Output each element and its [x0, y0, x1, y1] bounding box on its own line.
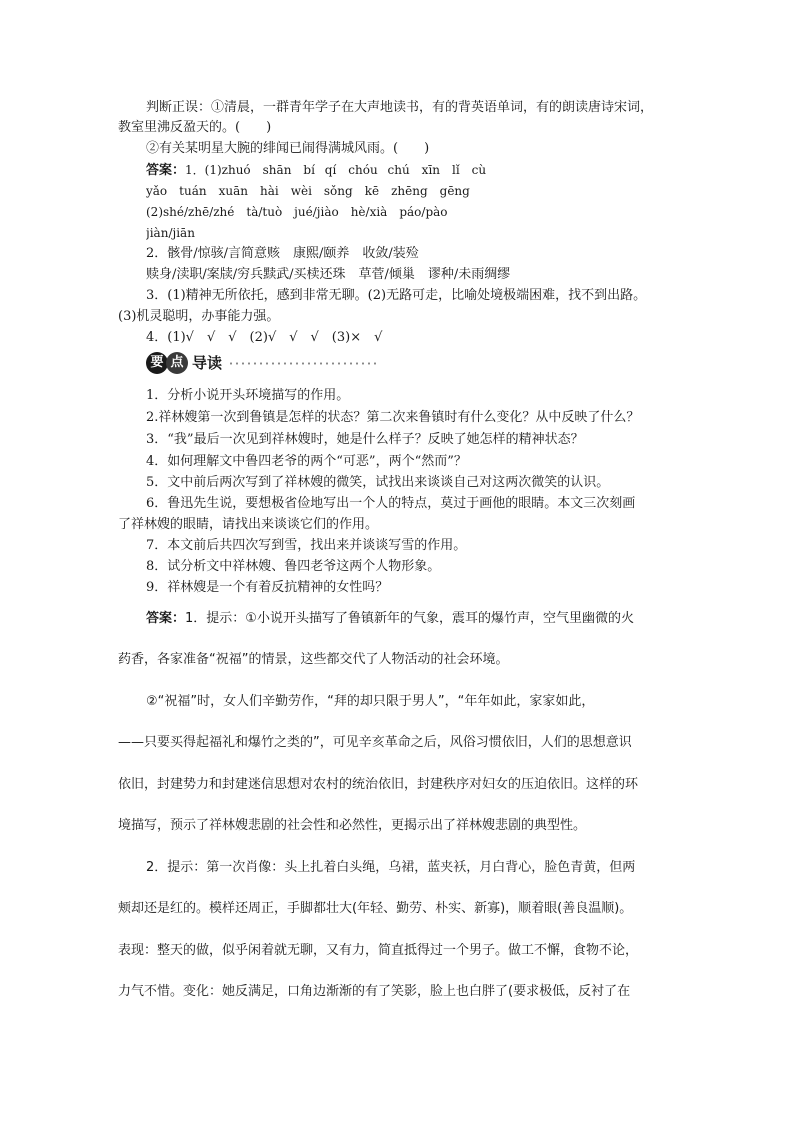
section-banner-key-points [146, 352, 386, 376]
question-item: 3．“我”最后一次见到祥林嫂时，她是什么样子？反映了她怎样的精神状态？ [146, 432, 584, 447]
question-item: 1．分析小说开头环境描写的作用。 [146, 388, 350, 403]
answer-line: 药香，各家准备“祝福”的情景，这些都交代了人物活动的社会环境。 [118, 652, 509, 667]
answer-paragraph-1-line-1: 答案：1．提示：①小说开头描写了鲁镇新年的气象，震耳的爆竹声，空气里幽微的火 [146, 611, 634, 626]
answer-label: 答案： [146, 611, 186, 626]
answer-2-line-2: 赎身/渎职/案牍/穷兵黩武/买椟还珠 草菅/倾巢 谬种/未雨绸缪 [146, 267, 511, 282]
judge-question-2: ②有关某明星大腕的绯闻已闹得满城风雨。( ) [146, 141, 430, 156]
answer-4-line: 4．(1)√ √ √ (2)√ √ √ (3)× √ [146, 330, 383, 345]
answer-line: 2．提示：第一次肖像：头上扎着白头绳，乌裙，蓝夹袄，月白背心，脸色青黄，但两 [146, 860, 636, 875]
answer-line: 境描写，预示了祥林嫂悲剧的社会性和必然性，更揭示出了祥林嫂悲剧的典型性。 [118, 818, 587, 833]
answer-3-line-1: 3．(1)精神无所依托，感到非常无聊。(2)无路可走，比喻处境极端困难，找不到出路。 [146, 288, 647, 303]
section-dots-divider [228, 362, 378, 365]
section-badge-1: 要 [146, 352, 168, 374]
answer-line: ——只要买得起福礼和爆竹之类的”，可见辛亥革命之后，风俗习惯依旧，人们的思想意识 [118, 735, 632, 750]
answer-1-line-1: 答案：1．(1)zhuó shān bí qí chóu chú xīn lǐ cù [146, 163, 487, 178]
answer-line: 颊却还是红的。模样还周正，手脚都壮大(年轻、勤劳、朴实、新寡)，顺着眼(善良温顺)。 [118, 901, 633, 916]
question-item: 9．祥林嫂是一个有着反抗精神的女性吗？ [146, 580, 389, 595]
section-badge-2: 点 [166, 352, 188, 374]
answer-label: 答案： [146, 163, 186, 178]
answer-1-line-4: jiàn/jiān [146, 226, 195, 240]
question-item: 5．文中前后两次写到了祥林嫂的微笑，试找出来谈谈自己对这两次微笑的认识。 [146, 475, 610, 490]
answer-line: 依旧，封建势力和封建迷信思想对农村的统治依旧，封建秩序对妇女的压迫依旧。这样的环 [118, 777, 639, 792]
question-item: 2.祥林嫂第一次到鲁镇是怎样的状态？第二次来鲁镇时有什么变化？从中反映了什么？ [146, 410, 640, 425]
judge-question-1: 判断正误：①清晨，一群青年学子在大声地读书，有的背英语单词，有的朗读唐诗宋词， [146, 100, 654, 115]
answer-line: ②“祝福”时，女人们辛勤劳作，“拜的却只限于男人”，“年年如此，家家如此， [146, 694, 595, 709]
answer-1-line-3: (2)shé/zhē/zhé tà/tuò jué/jiào hè/xià páo/pào [146, 205, 448, 219]
answer-line: 力气不惜。变化：她反满足，口角边渐渐的有了笑影，脸上也白胖了(要求极低，反衬了在 [118, 984, 631, 999]
section-title: 导读 [192, 354, 223, 372]
answer-3-line-2: (3)机灵聪明，办事能力强。 [118, 309, 280, 324]
question-item: 4．如何理解文中鲁四老爷的两个“可恶”，两个“然而”？ [146, 454, 467, 469]
question-item: 6．鲁迅先生说，要想极省俭地写出一个人的特点，莫过于画他的眼睛。本文三次刻画 [146, 496, 636, 511]
question-item: 8．试分析文中祥林嫂、鲁四老爷这两个人物形象。 [146, 559, 441, 574]
question-item: 7．本文前后共四次写到雪，找出来并谈谈写雪的作用。 [146, 538, 467, 553]
answer-line: 表现：整天的做，似乎闲着就无聊，又有力，简直抵得过一个男子。做工不懈，食物不论， [118, 943, 639, 958]
question-item: 了祥林嫂的眼睛，请找出来谈谈它们的作用。 [118, 517, 379, 532]
answer-1-line-2: yǎo tuán xuān hài wèi sǒng kē zhēng gēng [146, 184, 470, 198]
judge-question-1-cont: 教室里沸反盈天的。( ) [118, 120, 272, 135]
answer-2-line-1: 2．骸骨/惊骇/言简意赅 康熙/颐养 收敛/装殓 [146, 246, 419, 261]
